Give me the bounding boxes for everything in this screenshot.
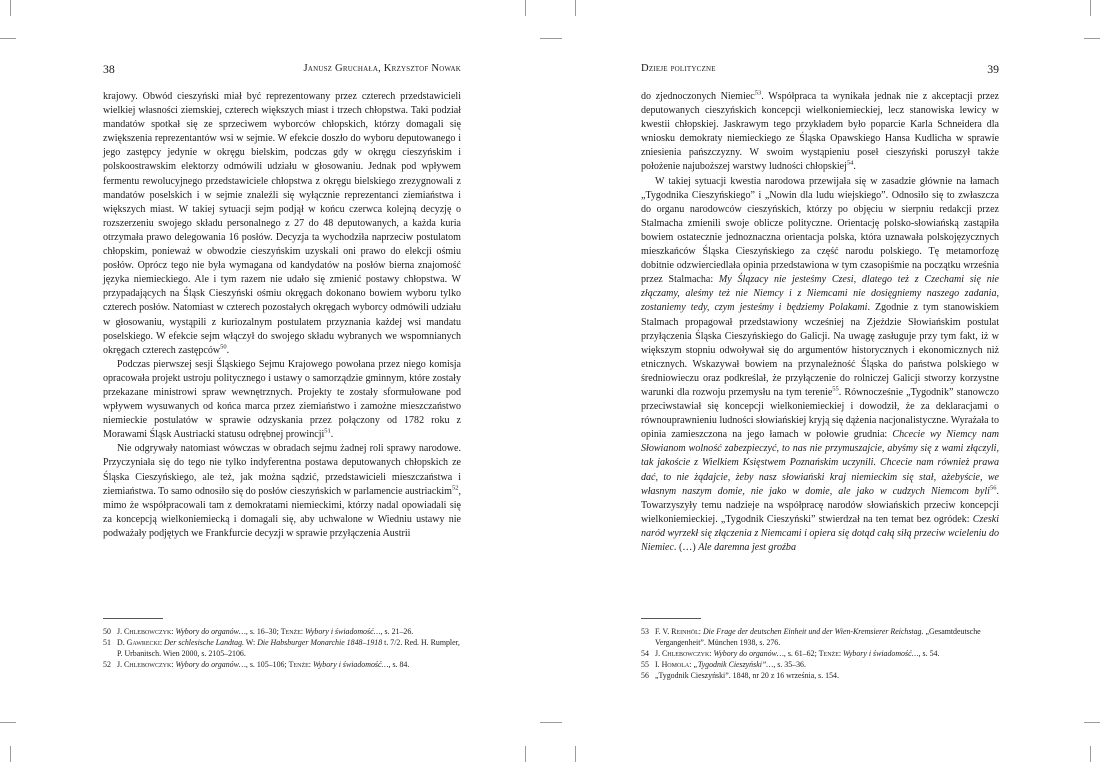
page-number: 39	[987, 62, 999, 76]
text-run: .	[330, 429, 334, 441]
footnote-ref: 56	[989, 484, 997, 492]
body-text	[641, 90, 999, 555]
text-run: W takiej sytuacji kwestia narodowa przewijała się w zasadzie głównie na łamach „Tygodnika Cieszyńskiego” i „Nowin dla ludu wiejskiego”. Odnosiło się to zwłaszcza do organu narodowców cieszyńskich, którzy po objęciu w sierpniu redakcji przez Stalmacha zmienili swoje oblicze polityczne. Orientację polsko-słowiańską zastąpiła bowiem ostatecznie jednoznaczna orientacja polska, która uznawała polskojęzycznych mieszkańców Śląska Cieszyńskiego za część narodu polskiego. Tę metamorfozę dobitnie odzwierciedlała opinia przedstawiona w tym czasopiśmie na początku września przez Stalmacha:	[641, 175, 999, 286]
text-run: Nie odgrywały natomiast wówczas w obradach sejmu żadnej roli sprawy narodowe. Przyczyniała się do tego nie tylko indyferentna postawa deputowanych chłopskich ze Śląska Cieszyńskiego, ale też, jak można sądzić, przedstawicieli mieszczaństwa i ziemiaństwa. To samo odnosiło się do posłów cieszyńskich w parlamencie austriackim	[103, 443, 461, 497]
body-text	[103, 90, 461, 541]
footnote-ref: 55	[832, 385, 839, 393]
italic-text: Wybory do organów…	[173, 659, 246, 669]
text-run: „Gesamtdeutsche Vergangenheit”. München 1938, s. 276.	[655, 627, 981, 647]
text-run: , s. 16–30;	[245, 627, 281, 636]
italic-text: Chcecie wy Niemcy nam Słowianom wolność zabezpieczyć, to nas nie przymuszajcie, abyśmy się z wami złączyli, tak jakoście z Wielkiem Księstwem Poznańskim uczynili. Chcecie nam również prawa dać, to nie żądajcie, żeby nasz słowiański kraj niemieckim się stał, ażebyście, we własnym naszym domie, nie jako w domie, ale jako w cudzych Niemcom byli	[641, 429, 999, 497]
crop-mark	[540, 722, 562, 723]
text-run: , mimo że współpracowali tam z demokratami niemieckimi, którzy nadal opowiadali się za koncepcją wielkoniemiecką i domagali się, aby uchwalone w Wiedniu ustawy nie podważały podjętych we Frankfurcie decyzji w sprawie przyłączenia Austrii	[103, 485, 461, 539]
footnote-rule	[103, 618, 163, 619]
crop-mark	[1090, 746, 1091, 762]
footnote-ref: 50	[220, 343, 227, 351]
text-run: .	[226, 344, 230, 356]
footnote-ref: 51	[324, 427, 331, 435]
italic-text: Wybory i świadomość…	[310, 659, 389, 669]
running-head-title: Dzieje polityczne	[641, 63, 716, 74]
crop-mark	[0, 38, 16, 39]
footnote	[103, 638, 461, 660]
author-name: F. V. Reinhöl:	[655, 627, 701, 636]
paragraph	[103, 442, 461, 541]
author-name: Tenże:	[280, 627, 304, 636]
paragraph	[641, 175, 999, 556]
text-run: t. 7/2. Red. H. Rumpler, P. Urbanitsch. Wien 2000, s. 2105–2106.	[117, 637, 460, 658]
text-run: Podczas pierwszej sesji Śląskiego Sejmu Krajowego powołana przez niego komisja opracowała projekt ustroju politycznego i ustawy o samorządzie gminnym, które zostały przekazane ministrowi spraw wewnętrznych. Projekty te zostały sformułowane pod wpływem wysuwanych od końca marca przez ziemiaństwo i zamożne mieszczaństwo niemieckie postulatów w sprawie odzyskania przez połączony od 1782 roku z Morawami Śląsk Austriacki statusu odrębnej prowincji	[103, 358, 461, 441]
footnote	[641, 671, 999, 682]
running-head	[641, 62, 999, 78]
footnote	[641, 649, 999, 660]
footnote-mark: 50	[103, 627, 111, 636]
text-run: , s. 61–62;	[783, 648, 819, 658]
text-run: „Tygodnik Cieszyński”. 1848, nr 20 z 16 września, s. 154.	[655, 670, 839, 680]
footnote-mark: 54	[641, 648, 649, 658]
footnote	[103, 660, 461, 671]
italic-text: My Ślązacy nie jesteśmy Czesi, dlatego też z Czechami się nie złączamy, aleśmy też nie Niemcy i z Niemcami nie dosięgniemy naszego zadania, zostaniemy tedy, czym jesteśmy i będziemy Polakami	[641, 274, 999, 314]
running-head	[103, 62, 461, 78]
footnote-ref: 54	[846, 160, 854, 168]
italic-text: Wybory do organów…	[711, 648, 784, 658]
page-number: 38	[103, 62, 115, 76]
crop-mark	[540, 38, 562, 39]
footnotes	[103, 627, 461, 671]
crop-mark	[10, 0, 11, 16]
crop-mark	[575, 746, 576, 762]
text-run: krajowy. Obwód cieszyński miał być reprezentowany przez czterech przedstawicieli wielkiej własności ziemskiej, czterech większych miast i trzech chłopstwa. Taki podział mandatów spotkał się ze sprzeciwem wyborców chłopskich, którzy domagali się zwiększenia reprezentantów wsi w sejmie. W efekcie doszło do wyboru deputowanego i jego zastępcy jedynie w okręgu bielskim, podczas gdy w okręgu cieszyńskim i polskoostrawskim elektorzy odmówili udziału w głosowaniu. Jednak pod wpływem fermentu rewolucyjnego przedstawiciele chłopstwa z okręgu bielskiego zrezygnowali z mandatów poselskich i w sejmie znaleźli się wyłącznie reprezentanci ziemiaństwa i większych miast. W takiej sytuacji sejm podjął w końcu czerwca kolejną decyzję o rozszerzeniu swojego składu personalnego z 27 do 48 deputowanych, a każda kuria otrzymała prawo delegowania 16 posłów. Decyzja ta wychodziła naprzeciw postulatom chłopskim, ponieważ w obwodzie cieszyńskim uzyskali oni prawo do elekcji ośmiu posłów. Oprócz tego nie była wymagana od kandydatów na posłów bierna znajomość języka niemieckiego. Ale i tym razem nie udało się zmienić postawy chłopstwa. W przypadających na Śląsk Cieszyński ośmiu okręgach dokonano bowiem wyboru tylko czterech posłów. Natomiast w czterech pozostałych okręgach wyborcy odmówili udziału w głosowaniu, wystąpili z kuriozalnym postulatem przyznania każdej wsi mandatu poselskiego. W efekcie sejm włączył do swojego składu wybranych we wspomnianych okręgach czterech zastępców	[103, 91, 461, 356]
crop-mark	[1084, 722, 1100, 723]
footnote-mark: 53	[641, 627, 649, 636]
italic-text: Ale daremna jest groźba	[698, 542, 796, 553]
author-name: J. Chlebowczyk:	[117, 659, 174, 669]
crop-mark	[10, 746, 11, 762]
crop-mark	[575, 0, 576, 16]
author-name: I. Homola:	[655, 659, 692, 669]
footnote-mark: 55	[641, 659, 649, 669]
text-run: , s. 84.	[388, 659, 410, 669]
text-run: . Zgodnie z tym stanowiskiem Stalmach propagował przedstawiony wcześniej na Zjeździe Słowiańskim postulat przyłączenia Śląska Cieszyńskiego do Galicji. Na uwagę zasługuje przy tym fakt, iż w większym stopniu odwoływał się do argumentów historycznych i ekonomicznych niż etnicznych. Wskazywał bowiem na przynależność Śląska do państwa polskiego w średniowieczu oraz podkreślał, że przyłączenie do rolniczej Galicji stworzy korzystne warunki dla rozwoju przemysłu na tym terenie	[641, 302, 999, 398]
text-run: . Towarzyszyły temu nadzieje na współpracę narodów słowiańskich przeciw koncepcji wielkoniemieckiej. „Tygodnik Cieszyński” stwierdzał na ten temat bez ogródek:	[641, 485, 999, 525]
italic-text: Wybory do organów…	[173, 627, 246, 636]
text-run: do zjednoczonych Niemiec	[641, 91, 755, 102]
footnote	[641, 660, 999, 671]
text-run: , s. 35–36.	[773, 659, 806, 669]
paragraph	[103, 358, 461, 443]
text-run: . Równocześnie „Tygodnik” stanowczo przeciwstawiał się koncepcji wielkoniemieckiej i dowodził, że za deklaracjami o równouprawnieniu ludności słowiańskiej kryją się dążenia nacjonalistyczne. Wyrażała to opinia zamieszczona na jego łamach w połowie grudnia:	[641, 386, 1000, 441]
italic-text: Die Habsburger Monarchie 1848–1918	[257, 637, 383, 647]
right-page	[641, 62, 1000, 680]
crop-mark	[525, 746, 526, 762]
text-run: , s. 54.	[918, 648, 940, 658]
author-name: Tenże:	[288, 659, 311, 669]
footnote-rule	[641, 618, 701, 619]
footnotes	[641, 627, 999, 682]
footnote-mark: 56	[641, 670, 649, 680]
author-name: J. Chlebowczyk:	[117, 627, 174, 636]
text-run: , s. 21–26.	[380, 627, 414, 636]
italic-text: Die Frage der deutschen Einheit und der Wien-Kremsierer Reichstag.	[700, 627, 924, 636]
footnote-mark: 51	[103, 637, 111, 647]
left-page	[103, 62, 461, 669]
italic-text: Czeski naród wyrzekł się złączenia z Niemcami i opiera się dotąd całą siłą przeciw wcieleniu do Niemiec	[641, 513, 999, 553]
text-run: . (…)	[673, 542, 699, 553]
italic-text: „Tygodnik Cieszyński”…	[691, 659, 774, 669]
footnote-mark: 52	[103, 659, 111, 669]
italic-text: Wybory i świadomość…	[303, 627, 381, 636]
crop-mark	[0, 722, 16, 723]
running-head-title: Janusz Gruchała, Krzysztof Nowak	[303, 63, 461, 74]
italic-text: Wybory i świadomość…	[841, 648, 919, 658]
footnote	[641, 627, 999, 649]
crop-mark	[1090, 0, 1091, 16]
crop-mark	[525, 0, 526, 16]
footnote-ref: 52	[451, 484, 459, 492]
footnote	[103, 627, 461, 638]
crop-mark	[1084, 38, 1100, 39]
italic-text: Der schlesische Landtag.	[162, 637, 245, 647]
paragraph	[103, 90, 461, 358]
author-name: D. Gawrecki:	[117, 637, 163, 647]
author-name: Tenże:	[818, 648, 842, 658]
footnote-ref: 53	[754, 89, 762, 97]
text-run: . Współpraca ta wynikała jednak nie z akceptacji przez deputowanych cieszyńskich koncepcji wielkoniemieckiej, lecz stanowiska lewicy w kwestii chłopskiej. Jaskrawym tego przykładem było poparcie Karla Schneidera dla wniosku demokraty niemieckiego ze Śląska Opawskiego Hansa Kudlicha w sprawie zniesienia pańszczyzny. W swoim wystąpieniu poseł cieszyński poruszył także położenie najuboższej warstwy ludności chłopskiej	[641, 91, 999, 173]
text-run: W:	[244, 637, 258, 647]
paragraph	[641, 90, 999, 175]
text-run: , s. 105–106;	[245, 659, 289, 669]
text-run: .	[853, 161, 856, 173]
author-name: J. Chlebowczyk:	[655, 648, 712, 658]
